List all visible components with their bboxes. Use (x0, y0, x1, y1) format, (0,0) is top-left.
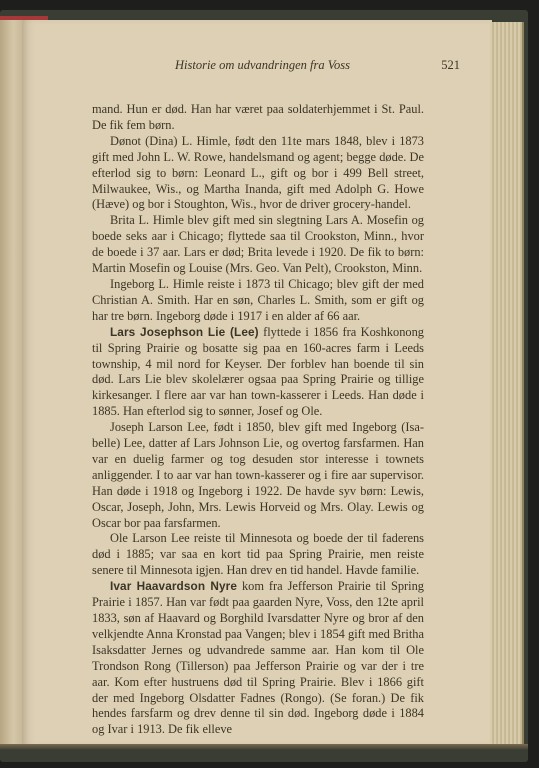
paragraph-text: Ingeborg L. Himle reiste i 1873 til Chicago; blev gift der med Christian A. Smith. Har en søn, Charles L. Smith, som er gift og har tre børn. Ingeborg døde i 1917 i en alder af 66 aar. (92, 276, 424, 323)
running-title: Historie om udvandringen fra Voss (175, 58, 350, 72)
page-number: 521 (441, 58, 460, 72)
paragraph-text: flyttede i 1856 fra Koshkonong til Spring Prairie og bosatte sig paa en 160-acres farm i Leeds township, 4 mil nord for Keyser. Der forblev han boende til sin død. Lars Lie blev skolelærer ogsaa paa Spring Prairie og tillige kirkesanger. I flere aar var han town-kasserer i Leeds. Han døde i 1885. Han efterlod sig to sønner, Josef og Ole. (92, 324, 425, 419)
paragraph-lead-name: Ivar Haavardson Nyre (110, 579, 237, 594)
paragraph (92, 213, 424, 277)
facing-page-edge (0, 20, 22, 748)
paragraph-text: Joseph Larson Lee, født i 1850, blev gift med Ingeborg (Isa-belle) Lee, datter af Lars Johnson Lie, og overtog farsfarmen. Han var en duelig farmer og tog desuden stor interesse i townets anliggender. I to aar var han town-kasserer og i fire aar supervisor. Han døde i 1918 og Ingeborg i 1922. De havde syv børn: Lewis, Oscar, Joseph, John, Mrs. Lewis Horveid og Mrs. Olay. Lewis og Oscar bor paa farsfarmen. (92, 420, 424, 530)
page-bottom-shadow (0, 744, 528, 750)
paragraph (92, 531, 424, 579)
paragraph (92, 277, 424, 325)
paragraph (92, 102, 424, 134)
paragraph-text: Brita L. Himle blev gift med sin slegtning Lars A. Mosefin og boede seks aar i Chicago; flyttede saa til Crookston, Minn., hvor de boede i 37 aar. Lars er død; Brita levede i 1920. De fik to børn: Martin Mosefin og Louise (Mrs. Geo. Van Pelt), Crookston, Minn. (92, 213, 424, 276)
paragraph (92, 420, 424, 531)
paragraph-text: kom fra Jefferson Prairie til Spring Prairie i 1857. Han var født paa gaarden Nyre, Voss, den 12te april 1833, søn af Haavard og Borghild Ivarsdatter Nyre og bror af den velkjendte Anna Kronstad paa Vangen; blev i 1854 gift med Britha Isaksdatter Jernes og udvandrede samme aar. Han kom til Ole Trondson Rong (Tillerson) paa Jefferson Prairie og var der i tre aar. Kom efter hustruens død til Spring Prairie. Blev i 1866 gift der med Ingeborg Olsdatter Fadnes (Rongo). (Se foran.) De fik hendes farsfarm og drev denne til sin død. Ingeborg døde i 1884 og Ivar i 1913. De fik elleve (92, 579, 424, 737)
paragraph (92, 325, 424, 420)
paragraph-lead-name: Lars Josephson Lie (Lee) (110, 324, 259, 339)
page-edges (490, 22, 524, 746)
paragraph (92, 579, 424, 738)
running-header (30, 58, 470, 78)
body-text (92, 102, 424, 738)
paragraph-text: mand. Hun er død. Han har været paa soldaterhjemmet i St. Paul. De fik fem børn. (92, 102, 424, 132)
paragraph (92, 134, 424, 214)
paragraph-text: Dønot (Dina) L. Himle, født den 11te mars 1848, blev i 1873 gift med John L. W. Rowe, handelsmand og agent; begge døde. De efterlod sig to børn: Leonard L., gift og bor i 499 Bell street, Milwaukee, Wis., og Martha Inanda, gift med Adolph G. Howe (Hæve) og bor i Stoughton, Wis., hvor de driver grocery-handel. (92, 133, 424, 212)
paragraph-text: Ole Larson Lee reiste til Minnesota og boede der til faderens død i 1885; var saa en kort tid paa Spring Prairie, men reiste senere til Minnesota igjen. Han drev en tid handel. Havde familie. (92, 531, 424, 578)
